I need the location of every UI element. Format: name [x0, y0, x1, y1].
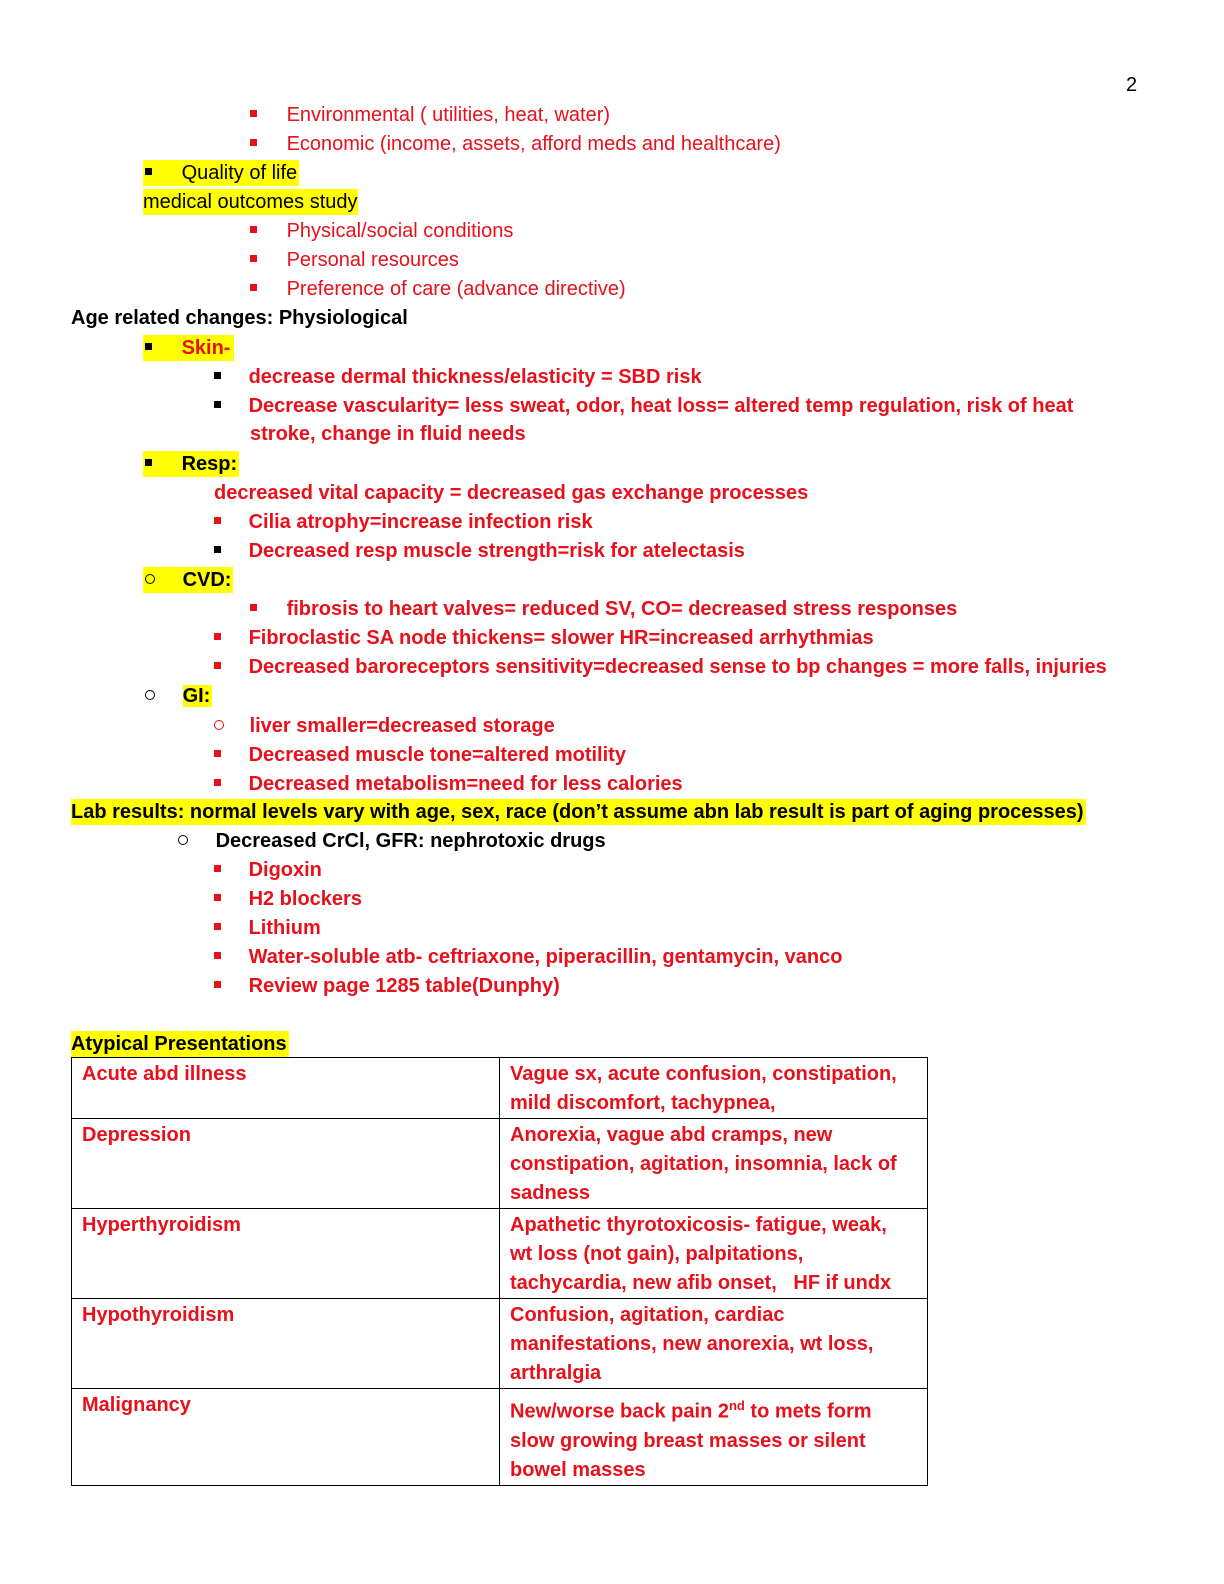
bullet-square-icon — [250, 255, 257, 262]
list-item: fibrosis to heart valves= reduced SV, CO= decreased stress responses — [250, 596, 957, 622]
table-cell-description: Apathetic thyrotoxicosis- fatigue, weak, wt loss (not gain), palpitations, tachycardia, new afib onset, HF if undx — [500, 1209, 928, 1299]
bullet-square-icon — [145, 459, 152, 466]
list-item: Digoxin — [214, 857, 322, 883]
bullet-circle-icon — [145, 574, 155, 584]
gi-label: GI: — [143, 683, 212, 709]
list-item: Personal resources — [250, 247, 459, 273]
bullet-square-icon — [214, 779, 221, 786]
list-item: Decrease vascularity= less sweat, odor, heat loss= altered temp regulation, risk of heat — [214, 393, 1073, 419]
list-item: liver smaller=decreased storage — [214, 713, 555, 739]
table-cell-condition: Acute abd illness — [72, 1058, 500, 1119]
list-item: Cilia atrophy=increase infection risk — [214, 509, 593, 535]
table-row — [72, 1209, 928, 1299]
list-item: decrease dermal thickness/elasticity = SBD risk — [214, 364, 702, 390]
bullet-square-icon — [214, 923, 221, 930]
table-cell-description: Anorexia, vague abd cramps, new constipation, agitation, insomnia, lack of sadness — [500, 1119, 928, 1209]
list-item: Preference of care (advance directive) — [250, 276, 626, 302]
table-cell-condition: Malignancy — [72, 1389, 500, 1486]
list-item: Decreased metabolism=need for less calories — [214, 771, 683, 797]
quality-of-life-heading: Quality of life — [143, 160, 299, 186]
bullet-square-icon — [250, 226, 257, 233]
section-heading-age-related: Age related changes: Physiological — [71, 307, 408, 329]
bullet-square-icon — [214, 546, 221, 553]
list-item: Environmental ( utilities, heat, water) — [250, 102, 610, 128]
list-item-continuation: stroke, change in fluid needs — [250, 423, 526, 445]
bullet-square-icon — [250, 139, 257, 146]
bullet-square-icon — [214, 750, 221, 757]
table-cell-description: Confusion, agitation, cardiac manifestations, new anorexia, wt loss, arthralgia — [500, 1299, 928, 1389]
list-item: Decreased resp muscle strength=risk for atelectasis — [214, 538, 745, 564]
bullet-square-icon — [214, 372, 221, 379]
quality-of-life-subheading: medical outcomes study — [143, 191, 358, 213]
bullet-square-icon — [250, 604, 257, 611]
table-cell-condition: Hypothyroidism — [72, 1299, 500, 1389]
table-cell-description: Vague sx, acute confusion, constipation, mild discomfort, tachypnea, — [500, 1058, 928, 1119]
bullet-square-icon — [214, 401, 221, 408]
bullet-square-icon — [214, 894, 221, 901]
table-row — [72, 1299, 928, 1389]
resp-label: Resp: — [143, 451, 239, 477]
table-row — [72, 1389, 928, 1486]
bullet-square-icon — [250, 110, 257, 117]
atypical-heading: Atypical Presentations — [71, 1033, 287, 1055]
list-item: H2 blockers — [214, 886, 362, 912]
bullet-square-icon — [214, 981, 221, 988]
table-row — [72, 1119, 928, 1209]
bullet-square-icon — [145, 343, 152, 350]
bullet-circle-icon — [145, 690, 155, 700]
bullet-square-icon — [214, 865, 221, 872]
table-cell-description: New/worse back pain 2nd to mets form slow growing breast masses or silent bowel masses — [500, 1389, 928, 1486]
bullet-circle-icon — [214, 720, 224, 730]
list-item: Economic (income, assets, afford meds and healthcare) — [250, 131, 781, 157]
table-row — [72, 1058, 928, 1119]
skin-label: Skin- — [143, 335, 234, 361]
list-item: Fibroclastic SA node thickens= slower HR=increased arrhythmias — [214, 625, 874, 651]
list-item: Lithium — [214, 915, 321, 941]
table-cell-condition: Hyperthyroidism — [72, 1209, 500, 1299]
lab-subheading: Decreased CrCl, GFR: nephrotoxic drugs — [178, 828, 606, 854]
list-item: Water-soluble atb- ceftriaxone, piperacillin, gentamycin, vanco — [214, 944, 842, 970]
cvd-label: CVD: — [143, 567, 233, 593]
table-cell-condition: Depression — [72, 1119, 500, 1209]
list-item: Decreased muscle tone=altered motility — [214, 742, 626, 768]
bullet-square-icon — [214, 662, 221, 669]
list-item: Decreased baroreceptors sensitivity=decreased sense to bp changes = more falls, injuries — [214, 654, 1107, 680]
page-number: 2 — [1126, 74, 1138, 96]
bullet-circle-icon — [178, 835, 188, 845]
list-item: Review page 1285 table(Dunphy) — [214, 973, 560, 999]
bullet-square-icon — [214, 952, 221, 959]
lab-results-heading: Lab results: normal levels vary with age, sex, race (don’t assume abn lab result is part of aging processes) — [71, 801, 1084, 823]
atypical-table — [71, 1057, 928, 1486]
bullet-square-icon — [250, 284, 257, 291]
bullet-square-icon — [214, 517, 221, 524]
list-item: Physical/social conditions — [250, 218, 513, 244]
bullet-square-icon — [145, 168, 152, 175]
resp-lead: decreased vital capacity = decreased gas exchange processes — [214, 482, 809, 504]
bullet-square-icon — [214, 633, 221, 640]
